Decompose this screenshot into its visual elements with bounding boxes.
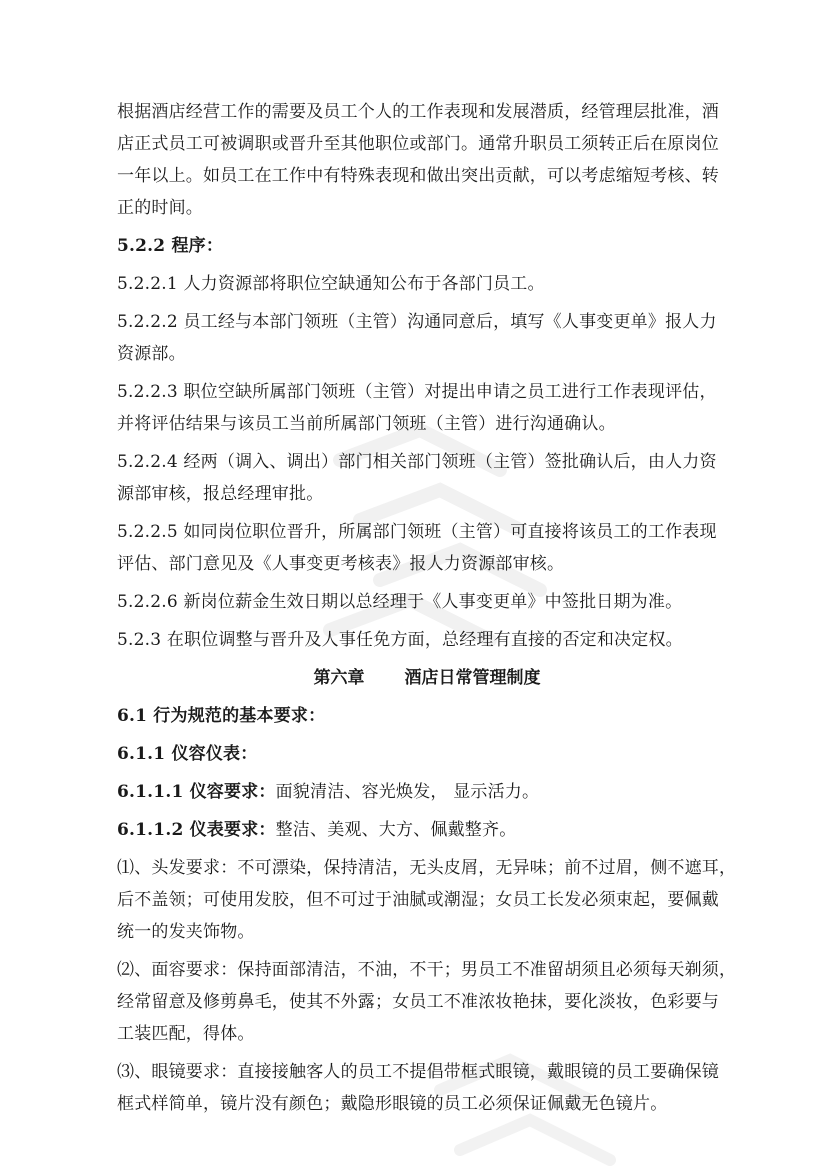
paragraph-5-2-2-6: [117, 586, 717, 618]
paragraph-5-2-2-4: [117, 446, 717, 510]
chapter-title: 酒店日常管理制度: [404, 668, 541, 688]
text-line: 5.2.2.5 如同岗位职位晋升，所属部门领班（主管）可直接将该员工的工作表现: [117, 522, 717, 542]
text-line: 5.2.2.2 员工经与本部门领班（主管）沟通同意后，填写《人事变更单》报人力: [117, 312, 717, 332]
chapter-heading: [117, 662, 717, 694]
paragraph-5-2-2-5: [117, 516, 717, 580]
text-line: 5.2.2.4 经两（调入、调出）部门相关部门领班（主管）签批确认后，由人力资: [117, 452, 717, 472]
paragraph-intro: [117, 96, 717, 224]
paragraph-6-1-1-2: [117, 814, 717, 846]
text-line: 工装匹配，得体。: [117, 1024, 255, 1044]
text-line: 源部审核，报总经理审批。: [117, 484, 324, 504]
paragraph-5-2-2-2: [117, 306, 717, 370]
chapter-number: 第六章: [313, 668, 365, 688]
section-heading-5-2-2: 5.2.2 程序：: [117, 236, 224, 256]
text-line: 5.2.2.1 人力资源部将职位空缺通知公布于各部门员工。: [117, 274, 545, 294]
text-line: 店正式员工可被调职或晋升至其他职位或部门。通常升职员工须转正后在原岗位: [117, 134, 719, 154]
text-line: 后不盖领；可使用发胶，但不可过于油腻或潮湿；女员工长发必须束起，要佩戴: [117, 890, 719, 910]
text-line: 评估、部门意见及《人事变更考核表》报人力资源部审核。: [117, 554, 565, 574]
item-text: 整洁、美观、大方、佩戴整齐。: [275, 820, 517, 840]
section-heading-6-1-1: 6.1.1 仪容仪表：: [117, 744, 258, 764]
text-line: ⑵、面容要求：保持面部清洁，不油，不干；男员工不准留胡须且必须每天剃须，: [117, 960, 737, 980]
paragraph-5-2-3: [117, 624, 717, 656]
text-line: 正的时间。: [117, 198, 203, 218]
paragraph-5-2-2-3: [117, 376, 717, 440]
document-body: [117, 96, 737, 1126]
item-text: 面貌清洁、容光焕发， 显示活力。: [275, 782, 540, 802]
text-line: ⑴、头发要求：不可漂染，保持清洁，无头皮屑，无异味；前不过眉，侧不遮耳，: [117, 858, 737, 878]
section-heading-6-1: 6.1 行为规范的基本要求：: [117, 706, 326, 726]
item-label: 6.1.1.2 仪表要求：: [117, 820, 276, 840]
text-line: 资源部。: [117, 344, 186, 364]
text-line: 5.2.3 在职位调整与晋升及人事任免方面，总经理有直接的否定和决定权。: [117, 630, 683, 650]
text-line: 一年以上。如员工在工作中有特殊表现和做出突出贡献，可以考虑缩短考核、转: [117, 166, 719, 186]
text-line: 统一的发夹饰物。: [117, 922, 255, 942]
text-line: 5.2.2.6 新岗位薪金生效日期以总经理于《人事变更单》中签批日期为准。: [117, 592, 683, 612]
text-line: ⑶、眼镜要求：直接接触客人的员工不提倡带框式眼镜，戴眼镜的员工要确保镜: [117, 1062, 719, 1082]
paragraph-face-requirements: [117, 954, 737, 1050]
paragraph-5-2-2-1: [117, 268, 717, 300]
paragraph-6-1-1-1: [117, 776, 717, 808]
paragraph-glasses-requirements: [117, 1056, 717, 1120]
paragraph-hair-requirements: [117, 852, 737, 948]
text-line: 5.2.2.3 职位空缺所属部门领班（主管）对提出申请之员工进行工作表现评估，: [117, 382, 717, 402]
text-line: 并将评估结果与该员工当前所属部门领班（主管）进行沟通确认。: [117, 414, 616, 434]
text-line: 框式样简单，镜片没有颜色；戴隐形眼镜的员工必须保证佩戴无色镜片。: [117, 1094, 668, 1114]
text-line: 根据酒店经营工作的需要及员工个人的工作表现和发展潜质，经管理层批准，酒: [117, 102, 719, 122]
text-line: 经常留意及修剪鼻毛，使其不外露；女员工不准浓妆艳抹，要化淡妆，色彩要与: [117, 992, 719, 1012]
item-label: 6.1.1.1 仪容要求：: [117, 782, 276, 802]
